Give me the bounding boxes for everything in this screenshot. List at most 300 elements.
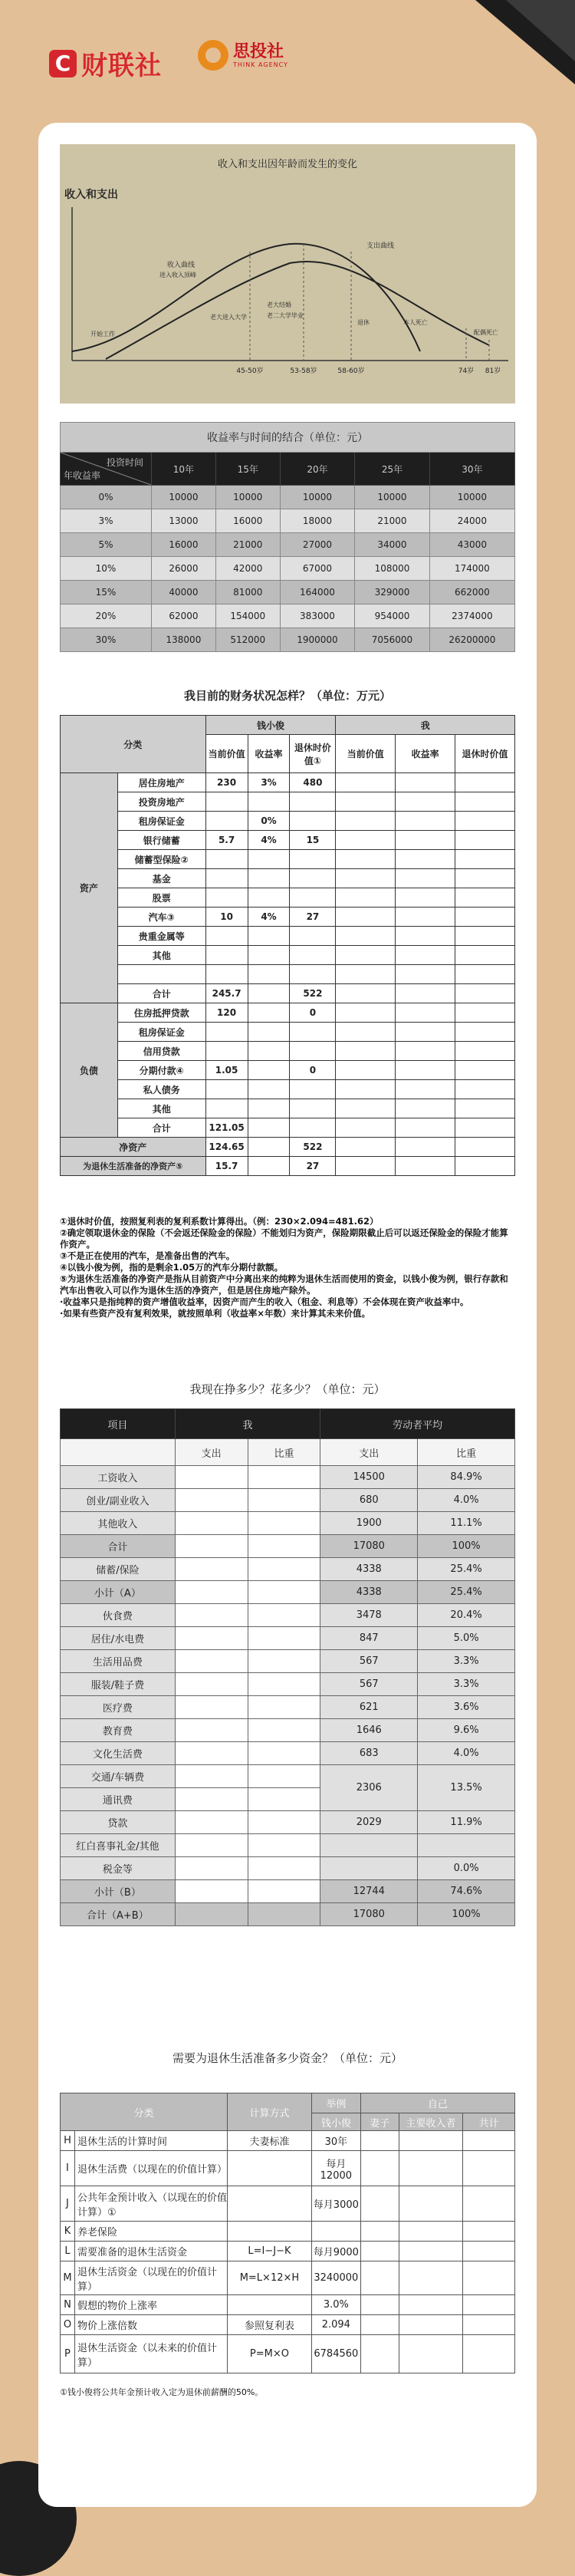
table-cell: 基金 [117,869,205,888]
table-cell: 创业/副业收入 [61,1489,176,1512]
footnote: ·收益率只是指纯粹的资产增值收益率，因资产而产生的收入（租金、利息等）不会体现在资产收益率中。 [60,1296,469,1307]
table-row [61,1696,515,1719]
table-cell: 62000 [152,604,216,628]
table-cell [336,1023,396,1042]
table-cell [228,2295,312,2315]
table-cell: 生活用品费 [61,1650,176,1673]
table-cell: 10000 [429,486,514,509]
liability-row [61,1099,515,1118]
person1-header: 钱小俊 [205,716,336,735]
table-cell: 为退休生活准备的净资产⑤ [61,1157,206,1176]
chart-curve-label-expense: 支出曲线 [366,242,395,250]
table-row [61,1535,515,1558]
table-cell: M=L×12×H [228,2261,312,2295]
table-cell [360,2151,399,2186]
table-cell [205,888,248,908]
table-cell: 3.3% [418,1650,515,1673]
chart-annotation-5: 老二大学毕业 [267,312,304,319]
table-cell [205,850,248,869]
col-example: 举例 [311,2093,360,2113]
table-cell: 4.0% [418,1742,515,1765]
table-cell: 交通/车辆费 [61,1765,176,1788]
table-cell [455,1080,515,1099]
table-cell [336,1157,396,1176]
table-cell [290,850,336,869]
chart-annotation-4: 老大结婚 [267,301,291,308]
table-cell [360,2335,399,2373]
table-cell: 合计 [117,1118,205,1138]
table-cell [175,1811,248,1834]
table-cell [175,1466,248,1489]
table-cell [455,984,515,1003]
retirement-fund-title: 需要为退休生活准备多少资金？（单位：元） [172,2051,402,2065]
table-cell: 参照复利表 [228,2315,312,2335]
table-cell [175,1512,248,1535]
chart-tick-1: 45-50岁 [236,367,264,375]
cls-logo-text: 财联社 [81,51,162,81]
table-cell: 退休生活费（以现在的价值计算） [74,2151,227,2186]
table-cell [396,1042,455,1061]
table-row [61,1466,515,1489]
table-cell: 5.0% [418,1627,515,1650]
table-cell [61,1439,176,1466]
table-cell [248,1042,290,1061]
table-cell: 3% [61,509,152,533]
table-cell [248,946,290,965]
table-cell: 74.6% [418,1880,515,1903]
table-row [61,509,515,533]
table-cell: 10000 [152,486,216,509]
table-cell: L=I−J−K [228,2242,312,2261]
chart-title: 收入和支出因年龄而发生的变化 [217,159,358,170]
corner-header-bottom: 年收益率 [64,470,101,481]
income-expense-chart [60,144,515,404]
table-cell [205,1042,248,1061]
table-cell [396,792,455,812]
chart-annotation-8: 配偶死亡 [474,329,498,336]
table-cell [290,927,336,946]
table-cell [336,1061,396,1080]
table-cell [248,1604,320,1627]
table-cell [399,2222,463,2242]
table-cell [396,1099,455,1118]
asset-row [61,869,515,888]
table-cell: 383000 [280,604,355,628]
think-agency-cn: 思投社 [233,41,284,61]
table-cell [248,984,290,1003]
table-cell: 108000 [355,557,430,581]
table-cell: 贷款 [61,1811,176,1834]
table-cell [248,1099,290,1118]
table-cell [336,927,396,946]
table-row [61,1765,515,1788]
table-cell: 储蓄型保险② [117,850,205,869]
liability-row [61,1080,515,1099]
table-cell [248,1650,320,1673]
income-expense-title: 我现在挣多少？花多少？（单位：元） [189,1382,386,1396]
table-cell: 小计（B） [61,1880,176,1903]
table-row [61,2315,515,2335]
liability-row [61,1003,515,1023]
table-cell [175,1857,248,1880]
table-cell: 100% [418,1903,515,1926]
table-row [61,1719,515,1742]
table-cell: 16000 [152,533,216,557]
table-cell [463,2295,515,2315]
table-cell: 154000 [215,604,280,628]
table-cell [175,1673,248,1696]
chart-annotation-3: 老大进入大学 [210,314,247,321]
table-cell: 27000 [280,533,355,557]
table-cell [248,869,290,888]
table-cell: 245.7 [205,984,248,1003]
table-cell: 11.9% [418,1811,515,1834]
table-cell: 567 [320,1673,418,1696]
sub-header: 比重 [418,1439,515,1466]
table-cell [248,1742,320,1765]
table-cell [175,1535,248,1558]
table-cell [396,1023,455,1042]
cls-logo[interactable] [49,44,162,82]
table-cell [175,1742,248,1765]
table-cell: 3% [248,773,290,792]
table-cell: 43000 [429,533,514,557]
table-row [61,1489,515,1512]
table-row [61,1558,515,1581]
table-cell: 0 [290,1003,336,1023]
table-cell [248,1788,320,1811]
table-cell: 需要准备的退休生活资金 [74,2242,227,2261]
table-cell [205,927,248,946]
table-cell: 3478 [320,1604,418,1627]
table-cell: N [61,2295,75,2315]
table-cell [455,1157,515,1176]
table-cell [336,773,396,792]
chart-ylabel: 收入和支出 [64,189,118,201]
asset-row [61,946,515,965]
footnote: ①退休时价值，按照复利表的复利系数计算得出。（例：230×2.094=481.62） [60,1216,379,1227]
category-header: 分类 [61,716,206,773]
table-row [61,2295,515,2315]
table-cell [175,1489,248,1512]
table-row [61,2151,515,2186]
table-row [61,557,515,581]
table-cell: 25.4% [418,1581,515,1604]
table-cell [290,1118,336,1138]
table-cell: 3.3% [418,1673,515,1696]
table-cell: 小计（A） [61,1581,176,1604]
table-cell [248,1489,320,1512]
table-cell [175,1650,248,1673]
table-cell: 34000 [355,533,430,557]
asset-row [61,927,515,946]
table-cell: 医疗费 [61,1696,176,1719]
table-cell [175,1834,248,1857]
table-cell: 15% [61,581,152,604]
person2-header: 我 [336,716,515,735]
table-cell: 26200000 [429,628,514,652]
table-cell [455,812,515,831]
table-cell [396,773,455,792]
table-cell [455,850,515,869]
table-cell [336,1118,396,1138]
table-cell: 信用贷款 [117,1042,205,1061]
table-cell: O [61,2315,75,2335]
retirement-fund-table [60,2093,515,2373]
table-cell [205,869,248,888]
table-cell [248,1627,320,1650]
table-cell: H [61,2131,75,2151]
table-cell [248,1023,290,1042]
table-cell: 138000 [152,628,216,652]
sub-header: 妻子 [360,2113,399,2131]
table-cell [336,965,396,984]
table-cell: 教育费 [61,1719,176,1742]
table-cell: 25.4% [418,1558,515,1581]
table-row [61,533,515,557]
content-card [38,123,537,2507]
table-row [61,1857,515,1880]
table-cell [455,1042,515,1061]
col-retire: 退休时价值 [455,735,515,773]
table-cell [455,888,515,908]
table-row [61,1581,515,1604]
table-cell: 2306 [320,1765,418,1811]
table-cell [399,2242,463,2261]
column-header: 20年 [280,453,355,486]
col-retire: 退休时价值① [290,735,336,773]
col-self: 自己 [360,2093,514,2113]
table-footnote: ①钱小俊将公共年金预计收入定为退休前薪酬的50%。 [60,2387,264,2397]
table-row [61,2186,515,2222]
table-cell [399,2315,463,2335]
table-cell [455,965,515,984]
asset-row [61,965,515,984]
table-cell [248,1157,290,1176]
table-cell [396,869,455,888]
table-cell: 每月9000 [311,2242,360,2261]
asset-row [61,831,515,850]
table-row [61,1834,515,1857]
table-cell [455,1118,515,1138]
table-cell [248,1765,320,1788]
table-cell [336,946,396,965]
table-cell: 567 [320,1650,418,1673]
table-cell [336,888,396,908]
chart-curve-label-income: 收入曲线 [167,262,196,269]
table-cell [396,1003,455,1023]
table-cell: 662000 [429,581,514,604]
table-cell [396,1118,455,1138]
table-cell: 公共年金预计收入（以现在的价值计算）① [74,2186,227,2222]
table-cell: 4.0% [418,1489,515,1512]
table-cell: 30年 [311,2131,360,2151]
table-cell: 每月12000 [311,2151,360,2186]
table-cell [336,850,396,869]
table-row [61,1650,515,1673]
income-expense-table [60,1408,515,1926]
table-cell [205,1080,248,1099]
table-cell [248,1003,290,1023]
table-cell [463,2315,515,2335]
table-cell: 1646 [320,1719,418,1742]
col-current: 当前价值 [336,735,396,773]
table-row [61,581,515,604]
asset-row [61,850,515,869]
table-cell [248,1138,290,1157]
table-cell [455,1003,515,1023]
think-agency-logo[interactable] [198,40,288,71]
liabilities-label: 负债 [61,1003,118,1138]
asset-row [61,812,515,831]
table-cell: 其他 [117,1099,205,1118]
table-cell: 4338 [320,1581,418,1604]
sub-header: 比重 [248,1439,320,1466]
table-cell: 480 [290,773,336,792]
table-cell: 10 [205,908,248,927]
assets-label: 资产 [61,773,118,1003]
table-row [61,2261,515,2295]
table-cell: 683 [320,1742,418,1765]
col-method: 计算方式 [228,2093,312,2131]
financial-status-title: 我目前的财务状况怎样？（单位：万元） [183,689,391,703]
table-cell: 20% [61,604,152,628]
table-cell [248,792,290,812]
table-cell [336,1003,396,1023]
table-cell [205,812,248,831]
table-cell: 3.0% [311,2295,360,2315]
table-cell [290,869,336,888]
table-cell: 工资收入 [61,1466,176,1489]
table-cell: 0% [61,486,152,509]
table-cell [311,2222,360,2242]
return-time-table [60,422,515,652]
asset-row [61,773,515,792]
table-cell: 120 [205,1003,248,1023]
table-cell [455,831,515,850]
footnotes [60,1216,515,1319]
table-cell: 1900000 [280,628,355,652]
table-cell: 10000 [355,486,430,509]
table-cell: P [61,2335,75,2373]
chart-annotation-2: 进入收入顶峰 [159,272,196,278]
table-cell: 15.7 [205,1157,248,1176]
footnote: ⑤为退休生活准备的净资产是指从目前资产中分离出来的纯粹为退休生活而使用的资金，以钱小俊为例，银行存款和汽车出售收入可以作为退休生活的净资产，但是居住房地产除外。 [60,1273,508,1296]
financial-status-table [60,715,515,1176]
table-cell [290,888,336,908]
table-cell [248,1811,320,1834]
table-cell [336,812,396,831]
table-cell: 住房抵押贷款 [117,1003,205,1023]
table-cell [396,850,455,869]
table-row [61,1742,515,1765]
table-row [61,604,515,628]
sub-header: 钱小俊 [311,2113,360,2131]
table-cell [228,2151,312,2186]
table-cell [205,965,248,984]
table-cell: 954000 [355,604,430,628]
footnote: ·如果有些资产没有复利效果，就按照单利（收益率×年数）来计算其未来价值。 [60,1308,371,1319]
table-cell: 租房保证金 [117,1023,205,1042]
table-cell [455,927,515,946]
table-cell: 其他 [117,946,205,965]
table-cell: 0 [290,1061,336,1080]
table-cell: 合计 [61,1535,176,1558]
table-cell: 84.9% [418,1466,515,1489]
chart-annotation-1: 开始工作 [90,331,115,338]
table-cell: 汽车③ [117,908,205,927]
table-cell [205,792,248,812]
column-header: 10年 [152,453,216,486]
return-time-table-title: 收益率与时间的结合（单位：元） [61,423,515,453]
table-cell [248,1880,320,1903]
col-category: 分类 [61,2093,228,2131]
table-cell [175,1627,248,1650]
table-cell [360,2242,399,2261]
table-cell [455,946,515,965]
table-cell: 投资房地产 [117,792,205,812]
table-cell [290,812,336,831]
table-cell [455,1061,515,1080]
table-cell [228,2186,312,2222]
table-cell: I [61,2151,75,2186]
table-row [61,628,515,652]
table-cell [396,1061,455,1080]
table-cell: 13000 [152,509,216,533]
liability-row [61,1023,515,1042]
table-cell [396,1157,455,1176]
table-cell: 2.094 [311,2315,360,2335]
table-cell [228,2222,312,2242]
table-cell [455,869,515,888]
table-cell [248,1558,320,1581]
table-cell: 230 [205,773,248,792]
table-cell [360,2222,399,2242]
table-cell [455,1099,515,1118]
table-cell: 21000 [355,509,430,533]
table-cell: 退休生活资金（以现在的价值计算） [74,2261,227,2295]
table-cell [290,1023,336,1042]
table-cell: 每月3000 [311,2186,360,2222]
table-cell: 红白喜事礼金/其他 [61,1834,176,1857]
table-row [61,1627,515,1650]
liability-row [61,1042,515,1061]
table-cell [360,2131,399,2151]
table-cell [248,1061,290,1080]
table-cell [396,908,455,927]
think-agency-en: THINK AGENCY [233,61,288,68]
table-cell: 10% [61,557,152,581]
table-row [61,1903,515,1926]
table-cell: 伙食费 [61,1604,176,1627]
table-cell: 10000 [215,486,280,509]
table-cell: 17080 [320,1535,418,1558]
table-cell: 1.05 [205,1061,248,1080]
table-cell: 329000 [355,581,430,604]
table-cell: 合计 [117,984,205,1003]
table-cell: 私人债务 [117,1080,205,1099]
table-cell: 居住房地产 [117,773,205,792]
table-cell [360,2295,399,2315]
table-cell [396,1080,455,1099]
table-cell [463,2222,515,2242]
table-cell: 100% [418,1535,515,1558]
table-cell: 27 [290,908,336,927]
table-cell: 4% [248,908,290,927]
table-cell: 服装/鞋子费 [61,1673,176,1696]
table-cell [205,946,248,965]
table-cell: 621 [320,1696,418,1719]
